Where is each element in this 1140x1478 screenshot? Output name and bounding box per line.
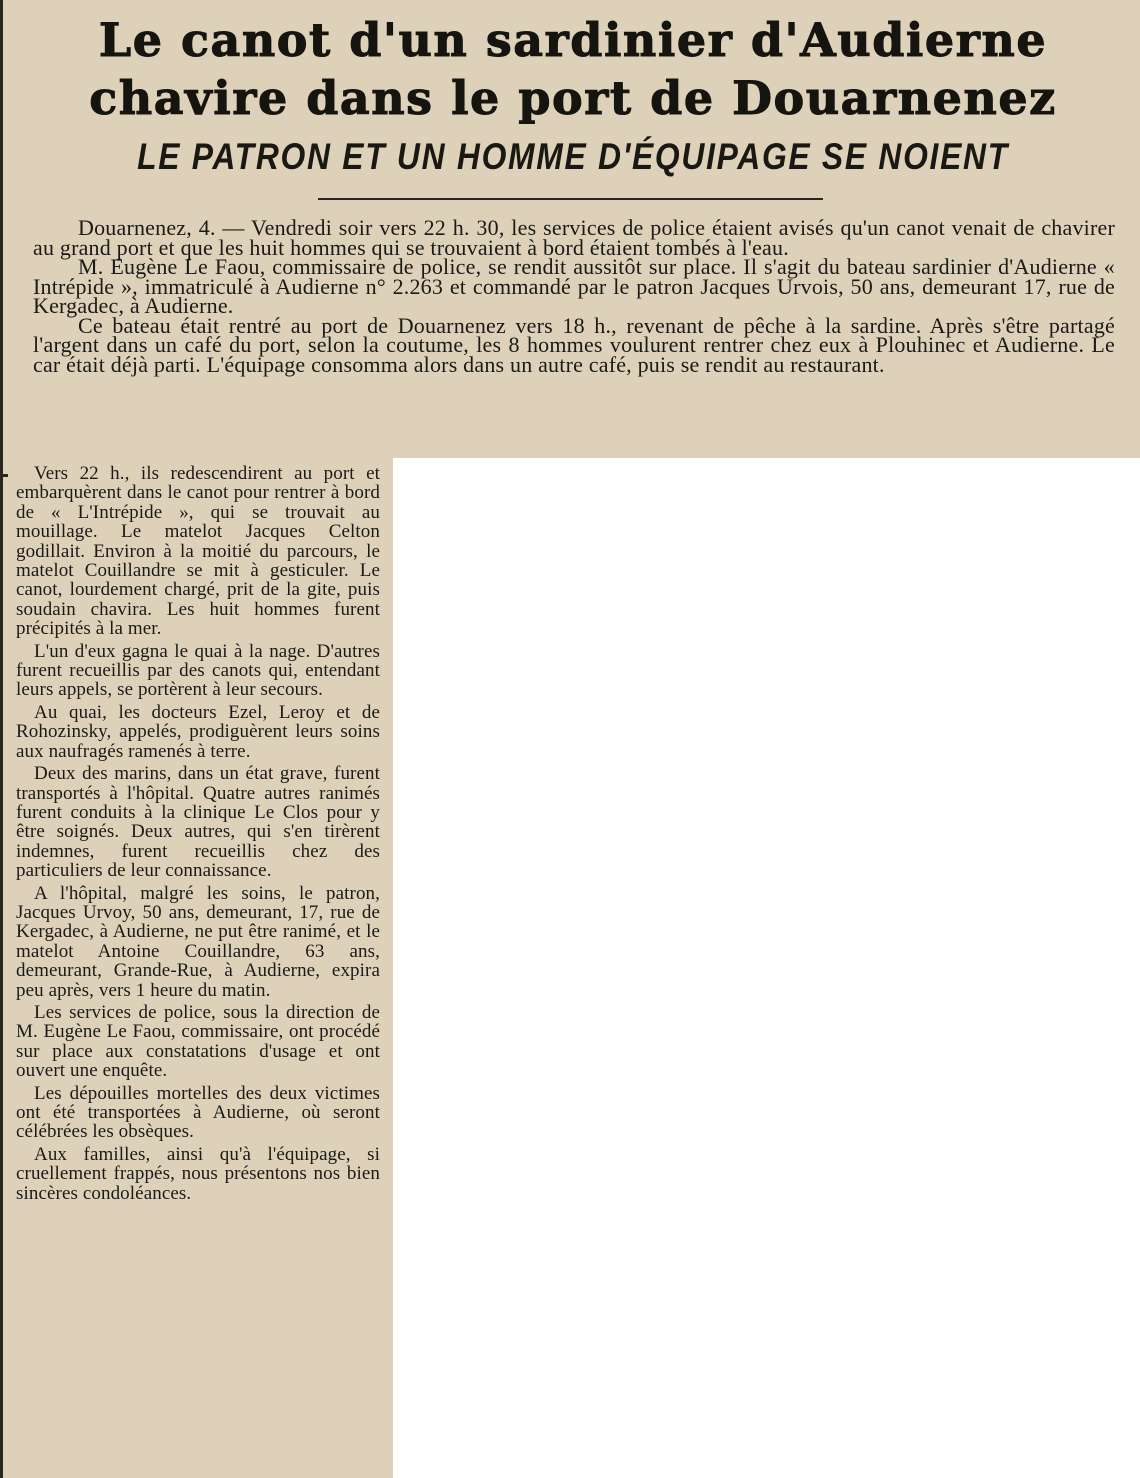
column-paragraph: A l'hôpital, malgré les soins, le patron, Jacques Urvoy, 50 ans, demeurant, 17, rue de Kergadec, à Audierne, ne put être ranimé, et le matelot Antoine Couillandre, 63 ans, demeurant, Grande-Rue, à Audierne, expira peu après, vers 1 heure du matin. <box>16 882 380 1001</box>
article-column-text <box>16 464 380 1206</box>
intro-paragraph: Ce bateau était rentré au port de Douarnenez vers 18 h., revenant de pêche à la sardine. Après s'être partagé l'argent dans un café du port, selon la coutume, les 8 hommes voulurent rentrer chez eux à Plouhinec et Audierne. Le car était déjà parti. L'équipage consomma alors dans un autre café, puis se rendit au restaurant. <box>33 312 1115 377</box>
column-paragraph: Les services de police, sous la direction de M. Eugène Le Faou, commissaire, ont procédé sur place aux constatations d'usage et ont ouvert une enquête. <box>16 1001 380 1082</box>
headline-line-2: chavire dans le port de Douarnenez <box>89 71 1057 125</box>
intro-paragraph: M. Eugène Le Faou, commissaire de police, se rendit aussitôt sur place. Il s'agit du bateau sardinier d'Audierne « Intrépide », immatriculé à Audierne n° 2.263 et commandé par le patron Jacques Urvois, 50 ans, demeurant 17, rue de Kergadec, à Audierne. <box>33 254 1115 318</box>
column-paragraph: Aux familles, ainsi qu'à l'équipage, si cruellement frappés, nous présentons nos bien sincères condoléances. <box>16 1143 380 1204</box>
subheadline: LE PATRON ET UN HOMME D'ÉQUIPAGE SE NOIENT <box>137 136 1009 177</box>
intro-text <box>33 215 1115 377</box>
column-paragraph: Vers 22 h., ils redescendirent au port et embarquèrent dans le canot pour rentrer à bord de « L'Intrépide », qui se trouvait au mouillage. Le matelot Jacques Celton godillait. Environ à la moitié du parcours, le matelot Couillandre se mit à gesticuler. Le canot, lourdement chargé, prit de la gite, puis soudain chavira. Les huit hommes furent précipités à la mer. <box>16 463 380 640</box>
headline-line-1: Le canot d'un sardinier d'Audierne <box>98 13 1048 67</box>
column-paragraph: Les dépouilles mortelles des deux victimes ont été transportées à Audierne, où seront célébrées les obsèques. <box>16 1082 380 1143</box>
column-edge-mark <box>0 474 8 477</box>
intro-paragraph: Douarnenez, 4. — Vendredi soir vers 22 h. 30, les services de police étaient avisés qu'un canot venait de chavirer au grand port et que les huit hommes qui se trouvaient à bord étaient tombés à l'eau. <box>33 215 1115 260</box>
column-paragraph: Au quai, les docteurs Ezel, Leroy et de Rohozinsky, appelés, prodiguèrent leurs soins aux naufragés ramenés à terre. <box>16 701 380 762</box>
column-paragraph: L'un d'eux gagna le quai à la nage. D'autres furent recueillis par des canots qui, entendant leurs appels, se portèrent à leur secours. <box>16 640 380 701</box>
title-divider-rule <box>318 198 823 200</box>
column-paragraph: Deux des marins, dans un état grave, furent transportés à l'hôpital. Quatre autres ranimés furent conduits à la clinique Le Clos pour y être soignés. Deux autres, qui s'en tirèrent indemnes, furent recueillis chez des particuliers de leur connaissance. <box>16 763 380 882</box>
article-header-block <box>0 0 1140 458</box>
